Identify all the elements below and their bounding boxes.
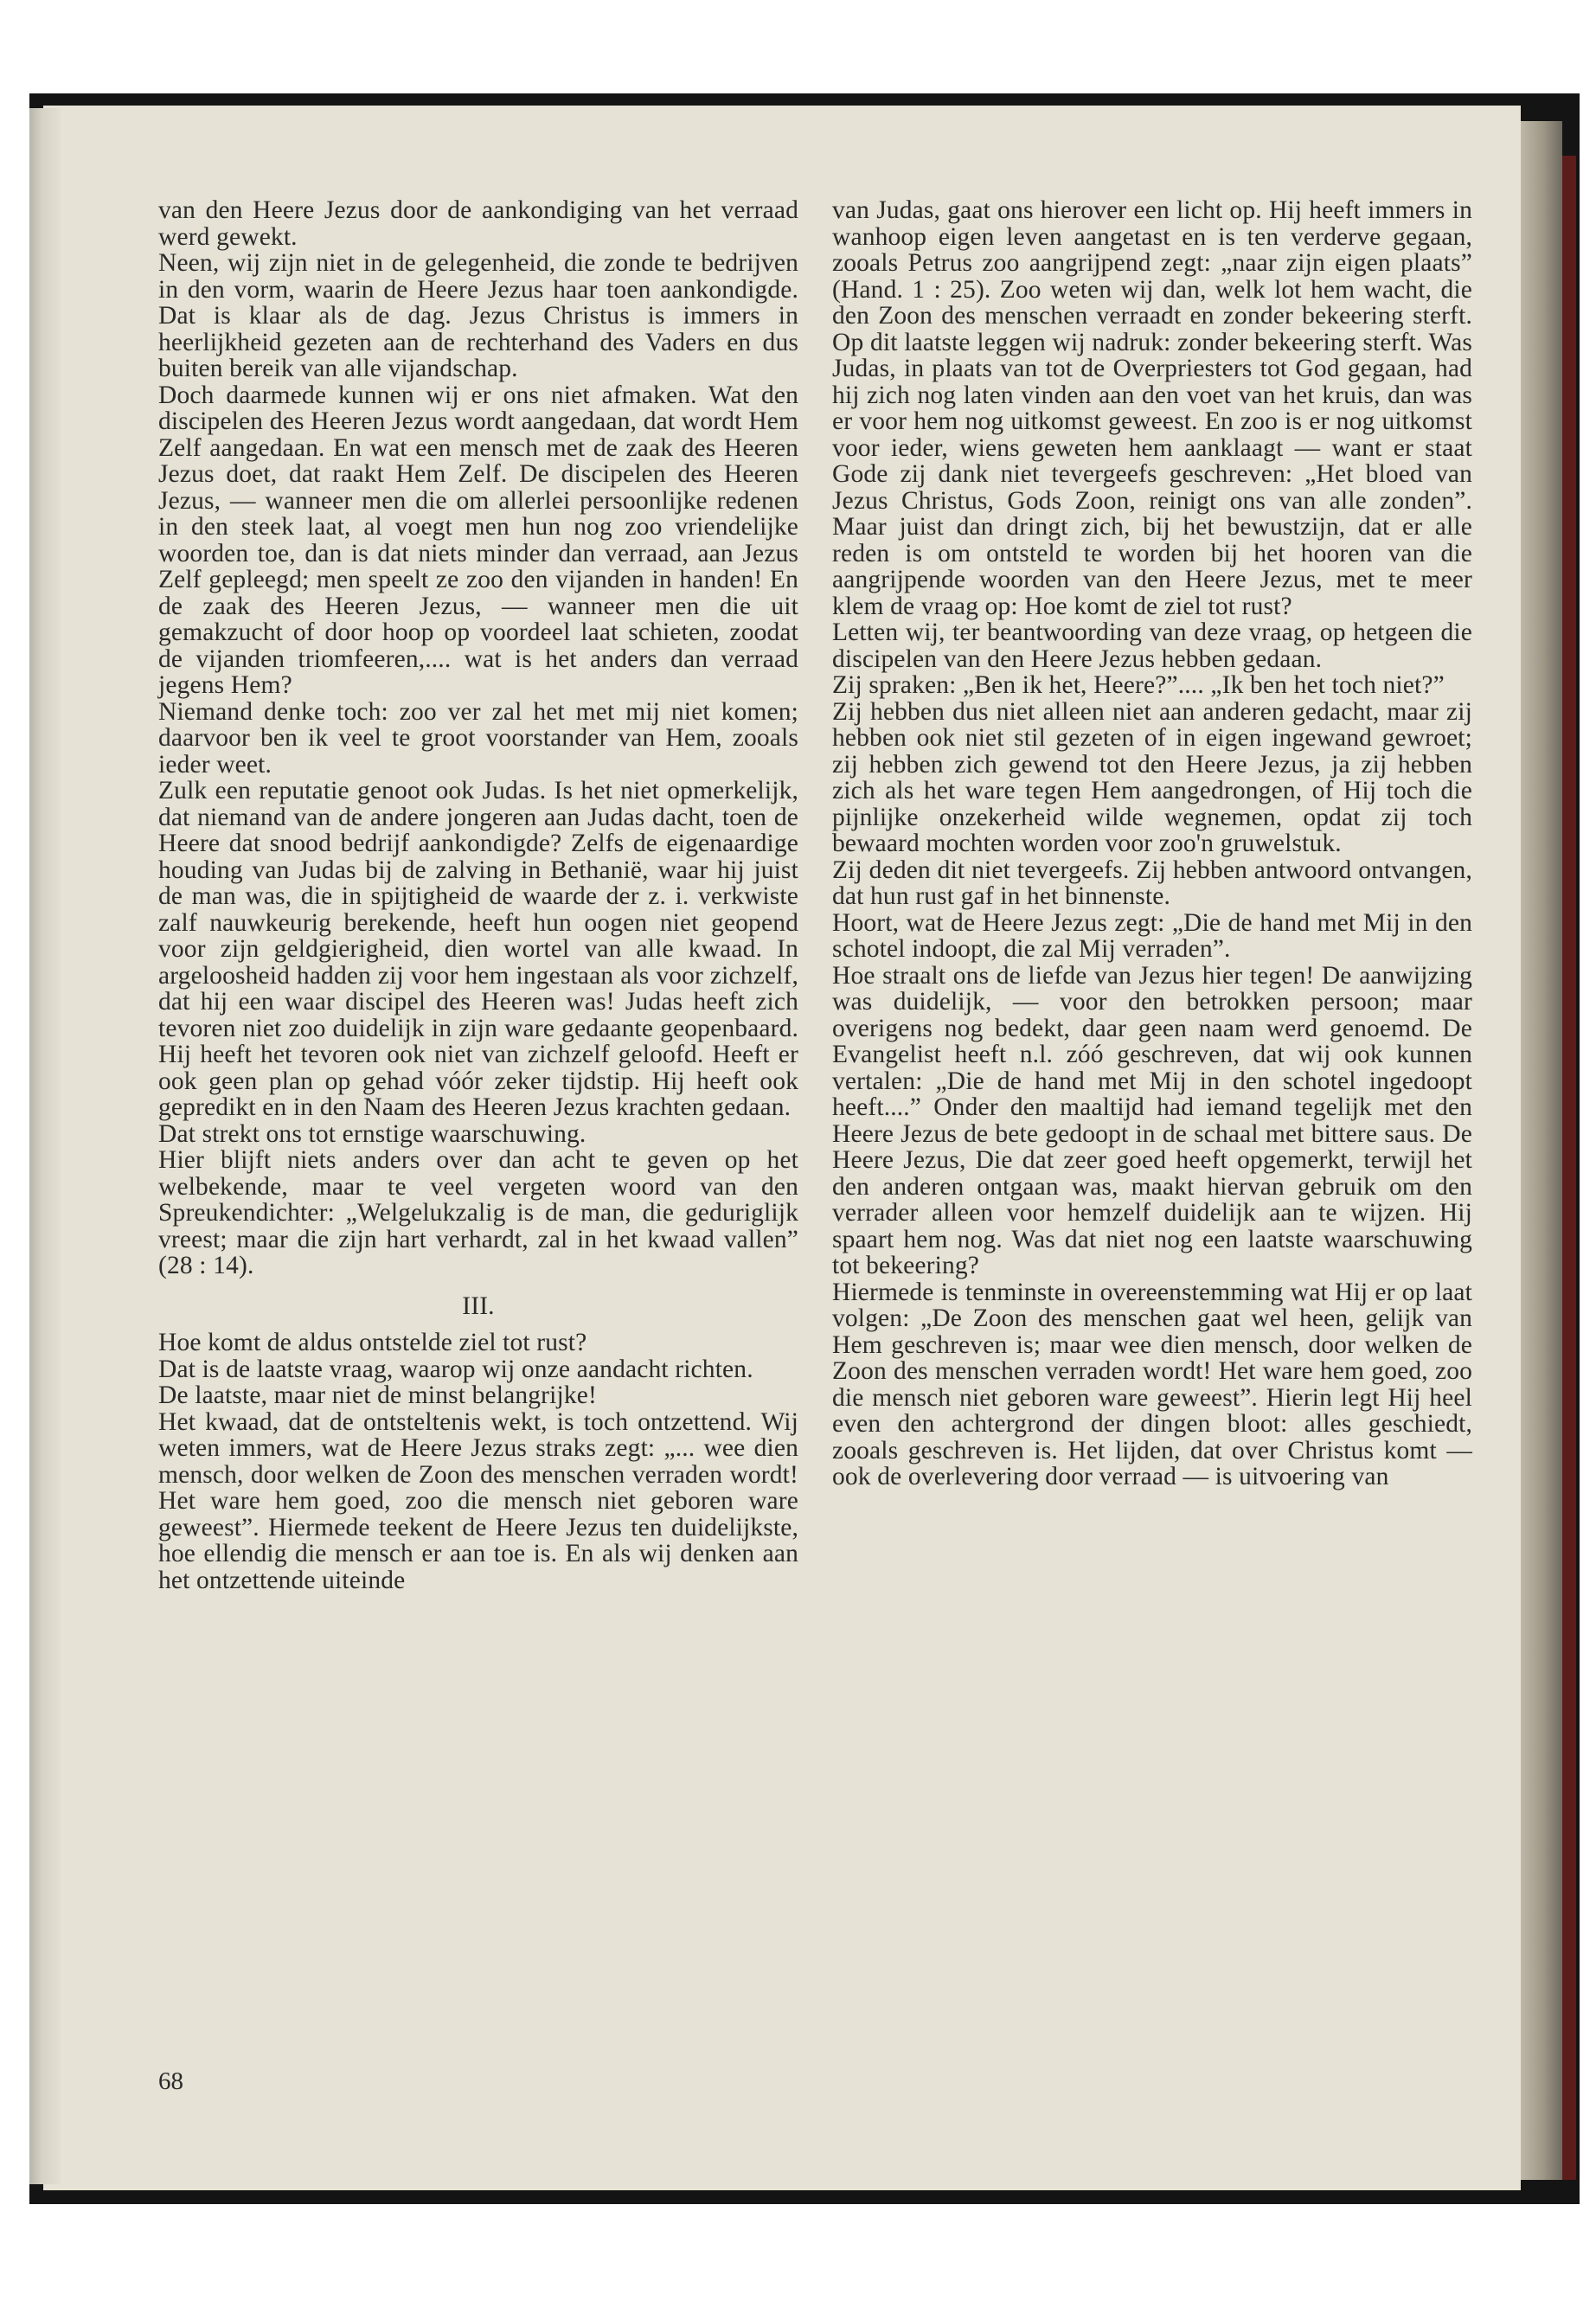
paragraph: van Judas, gaat ons hierover een licht op. Hij heeft immers in wanhoop eigen leven aangetast en is ten verderve gegaan, zooals Petrus zoo aangrijpend zegt: „naar zijn eigen plaats” (Hand. 1 : 25). Zoo weten wij dan, welk lot hem wacht, die den Zoon des menschen verraadt en zonder bekeering sterft. Op dit laatste leggen wij nadruk: zonder bekeering sterft. Was Judas, in plaats van tot de Overpriesters tot God gegaan, had hij zich nog laten vinden aan den voet van het kruis, dan was er voor hem nog uitkomst geweest. En zoo is er nog uitkomst voor ieder, wiens geweten hem aanklaagt — want er staat Gode zij dank niet tevergeefs geschreven: „Het bloed van Jezus Christus, Gods Zoon, reinigt ons van alle zonden”. Maar juist dan dringt zich, bij het bewustzijn, dat er alle reden is om ontsteld te worden bij het hooren van die aangrijpende woorden van den Heere Jezus, met te meer klem de vraag op: Hoe komt de ziel tot rust?: [832, 196, 1472, 620]
paragraph: Hoe komt de aldus ontstelde ziel tot rust?: [158, 1329, 587, 1356]
paragraph: Letten wij, ter beantwoording van deze vraag, op hetgeen die discipelen van den Heere Jezus hebben gedaan.: [832, 619, 1472, 673]
paragraph: Hier blijft niets anders over dan acht te geven op het welbekende, maar te veel vergeten woord van den Spreukendichter: „Welgelukzalig is de man, die geduriglijk vreest; maar die zijn hart verhardt, zal in het kwaad vallen” (28 : 14).: [158, 1146, 798, 1279]
paragraph: Het kwaad, dat de ontsteltenis wekt, is toch ontzettend. Wij weten immers, wat de Heere Jezus straks zegt: „... wee dien mensch, door welken de Zoon des menschen verraden wordt! Het ware hem goed, zoo die mensch niet geboren ware geweest”. Hiermede teekent de Heere Jezus ten duidelijkste, hoe ellendig die mensch er aan toe is. En als wij denken aan het ontzettende uiteinde: [158, 1407, 798, 1594]
paragraph: Dat is de laatste vraag, waarop wij onze aandacht richten.: [158, 1355, 753, 1383]
paragraph: Zulk een reputatie genoot ook Judas. Is het niet opmerkelijk, dat niemand van de andere jongeren aan Judas dacht, toen de Heere dat snood bedrijf aankondigde? Zelfs de eigenaardige houding van Judas bij de zalving in Bethanië, waar hij juist de man was, die in spijtigheid de waarde der z. i. verkwiste zalf nauwkeurig berekende, heeft hun oogen niet geopend voor zijn geldgierigheid, dien wortel van alle kwaad. In argeloosheid hadden zij voor hem ingestaan als voor zichzelf, dat hij een waar discipel des Heeren was! Judas heeft zich tevoren niet zoo duidelijk in zijn ware gedaante geopenbaard. Hij heeft het tevoren ook niet van zichzelf geloofd. Heeft er ook geen plan op gehad vóór zeker tijdstip. Hij heeft ook gepredikt en in den Naam des Heeren Jezus krachten gedaan.: [158, 777, 798, 1121]
paragraph: Zij spraken: „Ben ik het, Heere?”.... „Ik ben het toch niet?”: [832, 671, 1445, 699]
right-text-column: [832, 197, 1472, 1490]
paragraph: Doch daarmede kunnen wij er ons niet afmaken. Wat den discipelen des Heeren Jezus wordt aangedaan, dat wordt Hem Zelf aangedaan. En wat een mensch met de zaak des Heeren Jezus doet, dat raakt Hem Zelf. De discipelen des Heeren Jezus, — wanneer men die om allerlei persoonlijke redenen in den steek laat, al voegt men hun nog zoo vriendelijke woorden toe, dan is dat niets minder dan verraad, aan Jezus Zelf gepleegd; men speelt ze zoo den vijanden in handen! En de zaak des Heeren Jezus, — wanneer men die uit gemakzucht of door hoop op voordeel laat schieten, zoodat de vijanden triomfeeren,.... wat is het anders dan verraad jegens Hem?: [158, 381, 798, 699]
left-text-column: [158, 197, 798, 1593]
paragraph: Niemand denke toch: zoo ver zal het met mij niet komen; daarvoor ben ik veel te groot voorstander van Hem, zooals ieder weet.: [158, 697, 798, 779]
paragraph: Hoort, wat de Heere Jezus zegt: „Die de hand met Mij in den schotel indoopt, die zal Mij verraden”.: [832, 908, 1472, 963]
paragraph: Neen, wij zijn niet in de gelegenheid, die zonde te bedrijven in den vorm, waarin de Heere Jezus haar toen aankondigde. Dat is klaar als de dag. Jezus Christus is immers in heerlijkheid gezeten aan de rechterhand des Vaders en dus buiten bereik van alle vijandschap.: [158, 249, 798, 382]
paragraph: Zij deden dit niet tevergeefs. Zij hebben antwoord ontvangen, dat hun rust gaf in het binnenste.: [832, 856, 1472, 910]
paragraph: Dat strekt ons tot ernstige waarschuwing.: [158, 1119, 586, 1148]
paragraph: Hoe straalt ons de liefde van Jezus hier tegen! De aanwijzing was duidelijk, — voor den betrokken persoon; maar overigens nog bedekt, daar geen naam werd genoemd. De Evangelist heeft n.l. zóó geschreven, dat wij ook kunnen vertalen: „Die de hand met Mij in den schotel ingedoopt heeft....” Onder den maaltijd had iemand tegelijk met den Heere Jezus de bete gedoopt in de schaal met bittere saus. De Heere Jezus, Die dat zeer goed heeft opgemerkt, terwijl het den anderen ontgaan was, maakt hiervan gebruik om den verrader alleen voor hemzelf duidelijk aan te wijzen. Hij spaart hem nog. Was dat niet nog een laatste waarschuwing tot bekeering?: [832, 961, 1472, 1279]
paragraph: De laatste, maar niet de minst belangrijke!: [158, 1381, 597, 1409]
page-fore-edge: [1521, 121, 1562, 2180]
paragraph: Hiermede is tenminste in overeenstemming wat Hij er op laat volgen: „De Zoon des menschen gaat wel heen, gelijk van Hem geschreven is; maar wee dien mensch, door welken de Zoon des menschen verraden wordt! Het ware hem goed, zoo die mensch niet geboren ware geweest”. Hierin legt Hij heel even den achtergrond der dingen bloot: alles geschiedt, zooals geschreven is. Het lijden, dat over Christus komt — ook de overlevering door verraad — is uitvoering van: [832, 1278, 1472, 1490]
paragraph: Zij hebben dus niet alleen niet aan anderen gedacht, maar zij hebben ook niet stil gezeten of in eigen ingewand gewroet; zij hebben zich gewend tot den Heere Jezus, ja zij hebben zich als het ware tegen Hem aangedrongen, of Hij toch die pijnlijke onzekerheid wilde wegnemen, opdat zij toch bewaard mochten worden voor zoo'n gruwelstuk.: [832, 697, 1472, 857]
page-number: 68: [158, 2067, 183, 2095]
section-heading: III.: [462, 1292, 495, 1320]
paragraph: van den Heere Jezus door de aankondiging van het verraad werd gewekt.: [158, 196, 798, 251]
page-gutter-shadow: [29, 108, 61, 2184]
book-cover-edge: [1562, 156, 1576, 2180]
